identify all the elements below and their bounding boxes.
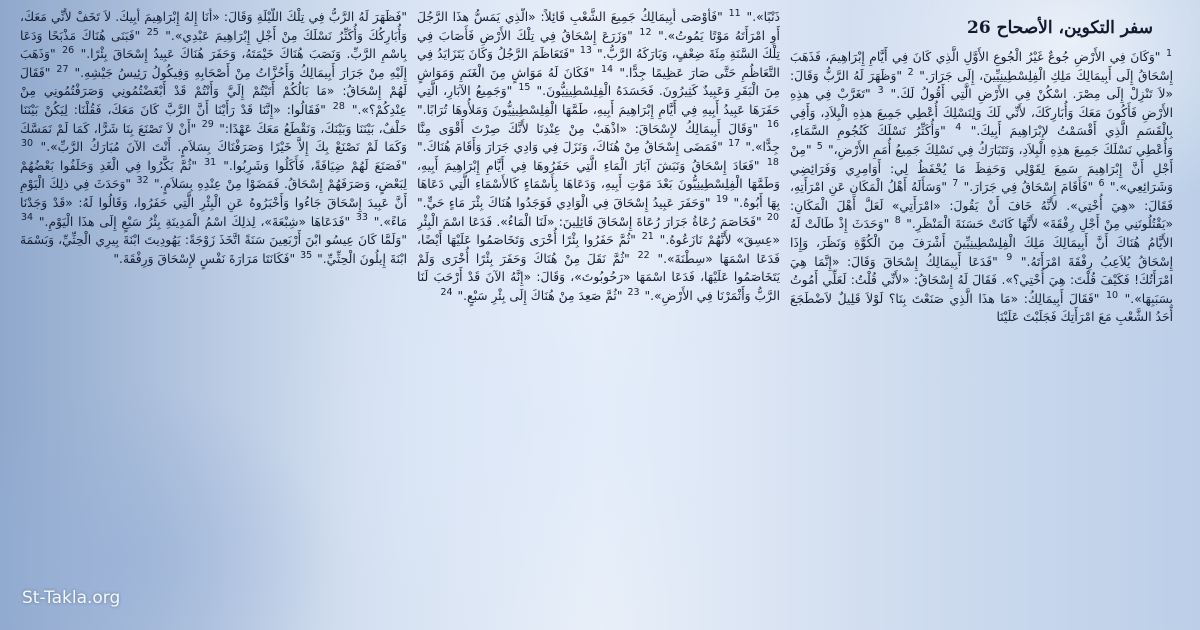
verse	[417, 193, 729, 210]
verse-text: "ثُمَّ حَفَرُوا بِئْرًا أُخْرَى وَتَخَاصَمُوا عَلَيْهَا أَيْضًا، فَدَعَا اسْمَهَا «سِطْنَةَ»."	[417, 233, 780, 266]
column-1	[790, 8, 1173, 624]
verse-text: ذَنْبًا»."	[746, 10, 780, 24]
verse	[113, 249, 313, 266]
verse-list	[790, 48, 1173, 327]
verse-text: "فَتَعَاظَمَ الرَّجُلُ وَكَانَ يَتَزَايَدُ فِي التَّعَاظُمِ حَتَّى صَارَ عَظِيمًا جِدًّا."	[417, 47, 780, 80]
verse-text: "وَسَأَلَهُ أَهْلُ الْمَكَانِ عَنِ امْرَأَتِهِ، فَقَالَ: «هِيَ أُخْتِي». لأَنَّهُ خَافَ أَنْ يَقُولَ: «امْرَأَتِي» لَعَلَّ أَهْلَ الْمَكَانِ: «يَقْتُلُونَنِي مِنْ أَجْلِ رِفْقَةَ» لأَنَّهَا كَانَتْ حَسَنَةَ الْمَنْظَرِ."	[790, 180, 1173, 232]
page-title: سفر التكوين، الأصحاح 26	[967, 18, 1153, 38]
verse-text: "فَأَقَامَ إِسْحَاقُ فِي جَرَارَ."	[963, 180, 1094, 195]
verse-text: "فَدَعَاهَا «شِبْعَةَ»، لِذلِكَ اسْمُ الْمَدِينَةِ بِئْرُ سَبْعٍ إِلَى هذَا الْيَوْمِ."	[38, 214, 351, 229]
verse	[417, 140, 741, 154]
verse-text: "تَغَرَّبْ فِي هذِهِ الأَرْضِ فَأَكُونَ مَعَكَ وَأُبَارِكَكَ، لأَنِّي لَكَ وَلِنَسْلِكَ أُعْطِي جَمِيعَ هذِهِ الْبِلاَدِ، وَأَفِي بِالْقَسَمِ الَّذِي أَقْسَمْتُ لإِبْرَاهِيمَ أَبِيكَ."	[790, 87, 1173, 139]
verse	[964, 180, 1106, 194]
verse-text: "وَحَدَثَ إِذْ طَالَتْ لَهُ الأَيَّامُ هُنَاكَ أَنَّ أَبِيمَالِكَ مَلِكَ الْفِلِسْطِينِيِّينَ أَشْرَفَ مِنَ الْكُوَّةِ وَنَظَرَ، وَإِذَا إِسْحَاقُ يُلاَعِبُ رِفْقَةَ امْرَأَتَهُ."	[790, 217, 1173, 269]
verse-number: 20	[766, 212, 779, 224]
verse-number: 14	[601, 63, 614, 75]
column-3	[20, 8, 407, 624]
verse-list	[417, 8, 780, 306]
verse	[38, 212, 369, 229]
verse-text: "فَأَوْصَى أَبِيمَالِكُ جَمِيعَ الشَّعْبِ قَائِلاً: «الَّذِي يَمَسُّ هذَا الرَّجُلَ أَوِ امْرَأَتَهُ مَوْتًا يَمُوتُ»."	[417, 10, 780, 43]
verse-text: "ثُمَّ نَقَلَ مِنْ هُنَاكَ وَحَفَرَ بِئْرًا أُخْرَى وَلَمْ يَتَخَاصَمُوا عَلَيْهَا، فَدَعَا اسْمَهَا «رَحُوبُوتَ»، وَقَالَ: «إِنَّهُ الآنَ قَدْ أَرْحَبَ لَنَا الرَّبُّ وَأَثْمَرْنَا فِي الأَرْضِ»."	[417, 251, 780, 303]
verse-number: 15	[518, 82, 531, 94]
verse-number: 25	[146, 26, 159, 38]
verse-text: "أَنْ لاَ تَصْنَعَ بِنَا شَرًّا، كَمَا لَمْ نَمَسَّكَ وَكَمَا لَمْ نَصْنَعْ بِكَ إِلاَّ خَيْرًا وَصَرَفْنَاكَ بِسَلاَمٍ. أَنْتَ الآنَ مُبَارَكُ الرَّبِّ»."	[20, 121, 407, 155]
verse-text: "فَظَهَرَ لَهُ الرَّبُّ فِي تِلْكَ اللَّيْلَةِ وَقَالَ: «أَنَا إِلهُ إِبْرَاهِيمَ أَبِيكَ. لاَ تَخَفْ لأَنِّي مَعَكَ، وَأُبَارِكُكَ وَأُكَثِّرُ نَسْلَكَ مِنْ أَجْلِ إِبْرَاهِيمَ عَبْدِي»."	[20, 10, 407, 43]
verse-text: "فَقَالُوا: «إِنَّنَا قَدْ رَأَيْنَا أَنَّ الرَّبَّ كَانَ مَعَكَ، فَقُلْنَا: لِيَكُنْ بَيْنَنَا حَلْفٌ، بَيْنَنَا وَبَيْنَكَ، وَنَقْطَعُ مَعَكَ عَهْدًا:"	[20, 102, 407, 136]
verse-number: 22	[637, 249, 650, 261]
verse-number: 35	[300, 249, 313, 261]
verse-number: 11	[728, 8, 741, 19]
verse-text: "وَحَدَثَ فِي ذلِكَ الْيَوْمِ أَنَّ عَبِيدَ إِسْحَاقَ جَاءُوا وَأَخْبَرُوهُ عَنِ الْبِئْرِ الَّتِي حَفَرُوا، وَقَالُوا لَهُ: «قَدْ وَجَدْنَا مَاءً»."	[20, 177, 407, 229]
verse-number: 29	[201, 119, 214, 131]
verse-number: 3	[877, 85, 884, 97]
verse-number: 28	[332, 100, 345, 112]
verse-number: 6	[1098, 178, 1105, 190]
verse-number: 19	[715, 193, 729, 205]
verse-text: "مِنْ أَجْلِ أَنَّ إِبْرَاهِيمَ سَمِعَ لِقَوْلِي وَحَفِظَ مَا يُحْفَظُ لِي: أَوَامِرِي وَفَرَائِضِي وَشَرَائِعِي»."	[790, 142, 1173, 195]
verse-number: 18	[766, 156, 779, 168]
verse-text: "وَظَهَرَ لَهُ الرَّبُّ وَقَالَ: «لاَ تَنْزِلْ إِلَى مِصْرَ. اسْكُنْ فِي الأَرْضِ الَّتِي أَقُولُ لَكَ."	[790, 68, 1173, 102]
verse-text: "فَقَالَ أَبِيمَالِكُ: «مَا هذَا الَّذِي صَنَعْتَ بِنَا؟ لَوْلاَ قَلِيلٌ لاَضْطَجَعَ أَحَدُ الشَّعْبِ مَعَ امْرَأَتِكَ فَجَلَبْتَ عَلَيْنَا	[790, 291, 1173, 325]
verse-text: "فَبَنَى هُنَاكَ مَذْبَحًا وَدَعَا بِاسْمِ الرَّبِّ. وَنَصَبَ هُنَاكَ خَيْمَتَهُ، وَحَفَرَ هُنَاكَ عَبِيدُ إِسْحَاقَ بِئْرًا."	[20, 28, 407, 62]
verse-text: "فَقَالَ لَهُمْ إِسْحَاقُ: «مَا بَالُكُمْ أَتَيْتُمْ إِلَيَّ وَأَنْتُمْ قَدْ أَبْغَضْتُمُونِي وَصَرَفْتُمُونِي مِنْ عِنْدِكُمْ؟»."	[20, 65, 407, 117]
verse-number: 7	[952, 178, 959, 190]
verse-text: "فَمَضَى إِسْحَاقُ مِنْ هُنَاكَ، وَنَزَلَ فِي وَادِي جَرَارَ وَأَقَامَ هُنَاكَ."	[417, 140, 723, 155]
verse-number: 1	[1165, 47, 1172, 59]
watermark: St-Takla.org	[22, 588, 121, 608]
verse	[790, 289, 1173, 325]
verse-number: 24	[440, 286, 453, 298]
verse-text: "فَصَنَعَ لَهُمْ ضِيَافَةً، فَأَكَلُوا وَشَرِبُوا."	[223, 158, 407, 173]
verse-number: 26	[62, 45, 75, 57]
verse-number: 33	[355, 212, 368, 224]
verse-text: "وَقَالَ أَبِيمَالِكُ لإِسْحَاقَ: «اذْهَبْ مِنْ عِنْدِنَا لأَنَّكَ صِرْتَ أَقْوَى مِنَّا جِدًّا»."	[417, 121, 780, 155]
verse-number: 12	[639, 26, 652, 38]
verse-text: "فَكَانَتَا مَرَارَةَ نَفْسٍ لإِسْحَاقَ وَرِفْقَةَ."	[113, 251, 296, 266]
verse-number: 9	[1006, 252, 1013, 264]
verse-number: 27	[56, 63, 69, 75]
verse-number: 23	[627, 286, 640, 298]
verse-text: "وَلَمَّا كَانَ عِيسُو ابْنَ أَرْبَعِينَ سَنَةً اتَّخَذَ زَوْجَةً: يَهُودِيتَ ابْنَةَ بِيرِي الْحِثِّيِّ، وَبَسْمَةَ ابْنَةَ إِيلُونَ الْحِثِّيِّ."	[20, 233, 407, 266]
verse-text: "ثُمَّ بَكَّرُوا فِي الْغَدِ وَحَلَفُوا بَعْضُهُمْ لِبَعْضٍ، وَصَرَفَهُمْ إِسْحَاقُ. فَمَضَوْا مِنْ عِنْدِهِ بِسَلاَمٍ."	[20, 158, 407, 192]
verse-text: "فَكَانَ لَهُ مَوَاشٍ مِنَ الْغَنَمِ وَمَوَاشٍ مِنَ الْبَقَرِ وَعَبِيدٌ كَثِيرُونَ. فَحَسَدَهُ الْفِلِسْطِينِيُّونَ."	[417, 65, 780, 99]
verse-number: 32	[136, 175, 149, 187]
verse-number: 21	[641, 231, 654, 243]
verse-number: 30	[21, 138, 34, 150]
verse-text: "وَزَرَعَ إِسْحَاقُ فِي تِلْكَ الأَرْضِ فَأَصَابَ فِي تِلْكَ السَّنَةِ مِئَةَ ضِعْفٍ، وَبَارَكَهُ الرَّبُّ."	[417, 28, 780, 62]
verse	[457, 286, 640, 303]
verse-text: "ثُمَّ صَعِدَ مِنْ هُنَاكَ إِلَى بِئْرِ سَبْعٍ."	[457, 288, 623, 303]
verse	[439, 286, 453, 303]
verse-number: 31	[204, 156, 217, 168]
verse-text: "وَجَمِيعُ الآبَارِ، الَّتِي حَفَرَهَا عَبِيدُ أَبِيهِ فِي أَيَّامِ إِبْرَاهِيمَ أَبِيهِ، طَمَّهَا الْفِلِسْطِينِيُّونَ وَمَلأُوهَا تُرَابًا."	[417, 84, 780, 117]
verse-number: 13	[579, 45, 592, 57]
verse-list	[20, 8, 407, 268]
verse-text: "فَخَاصَمَ رُعَاةُ جَرَارَ رُعَاةَ إِسْحَاقَ قَائِلِينَ: «لَنَا الْمَاءُ». فَدَعَا اسْمَ الْبِئْرِ «عِسِقَ» لأَنَّهُمْ نَازَعُوهُ."	[417, 214, 780, 248]
verse-number: 5	[816, 140, 823, 152]
verse-number: 8	[894, 215, 901, 227]
verse-number: 10	[1105, 289, 1119, 301]
verse-text: "وَكَانَ فِي الأَرْضِ جُوعٌ غَيْرُ الْجُوعِ الأَوَّلِ الَّذِي كَانَ فِي أَيَّامِ إِبْرَاهِيمَ، فَذَهَبَ إِسْحَاقُ إِلَى أَبِيمَالِكَ مَلِكِ الْفِلِسْطِينِيِّينَ، إِلَى جَرَارَ."	[790, 50, 1173, 83]
verse-text: "وَحَفَرَ عَبِيدُ إِسْحَاقَ فِي الْوَادِي فَوَجَدُوا هُنَاكَ بِئْرَ مَاءٍ حَيٍّ."	[417, 195, 711, 210]
verse-text: "وَذَهَبَ إِلَيْهِ مِنْ جَرَارَ أَبِيمَالِكُ وَأَحُزَّاتُ مِنْ أَصْحَابِهِ وَفِيكُولُ رَئِيسُ جَيْشِهِ."	[20, 47, 407, 80]
verse-number: 34	[21, 212, 34, 224]
verse-number: 4	[955, 122, 962, 134]
verse-text: "فَدَعَا أَبِيمَالِكُ إِسْحَاقَ وَقَالَ: «إِنَّمَا هِيَ امْرَأَتُكَ! فَكَيْفَ قُلْتَ: هِيَ أُخْتِي؟». فَقَالَ لَهُ إِسْحَاقُ: «لأَنِّي قُلْتُ: لَعَلِّي أَمُوتُ بِسَبَبِهَا»."	[790, 254, 1173, 306]
verse-number: 2	[907, 66, 914, 78]
verse	[747, 10, 780, 24]
verse-text: "وَأُكَثِّرُ نَسْلَكَ كَنُجُومِ السَّمَاءِ، وَأُعْطِي نَسْلَكَ جَمِيعَ هذِهِ الْبِلاَدِ، وَتَتَبَارَكُ فِي نَسْلِكَ جَمِيعُ أُمَمِ الأَرْضِ،"	[790, 124, 1173, 157]
verse-number: 16	[766, 119, 779, 131]
verse-number: 17	[728, 138, 741, 150]
verse-text: "فَعَادَ إِسْحَاقُ وَنَبَشَ آبَارَ الْمَاءِ الَّتِي حَفَرُوهَا فِي أَيَّامِ إِبْرَاهِيمَ أَبِيهِ، وَطَمَّهَا الْفِلِسْطِينِيُّونَ بَعْدَ مَوْتِ أَبِيهِ، وَدَعَاهَا بِأَسْمَاءٍ كَالأَسْمَاءِ الَّتِي دَعَاهَا بِهَا أَبُوهُ."	[417, 158, 780, 210]
column-2	[417, 8, 780, 624]
